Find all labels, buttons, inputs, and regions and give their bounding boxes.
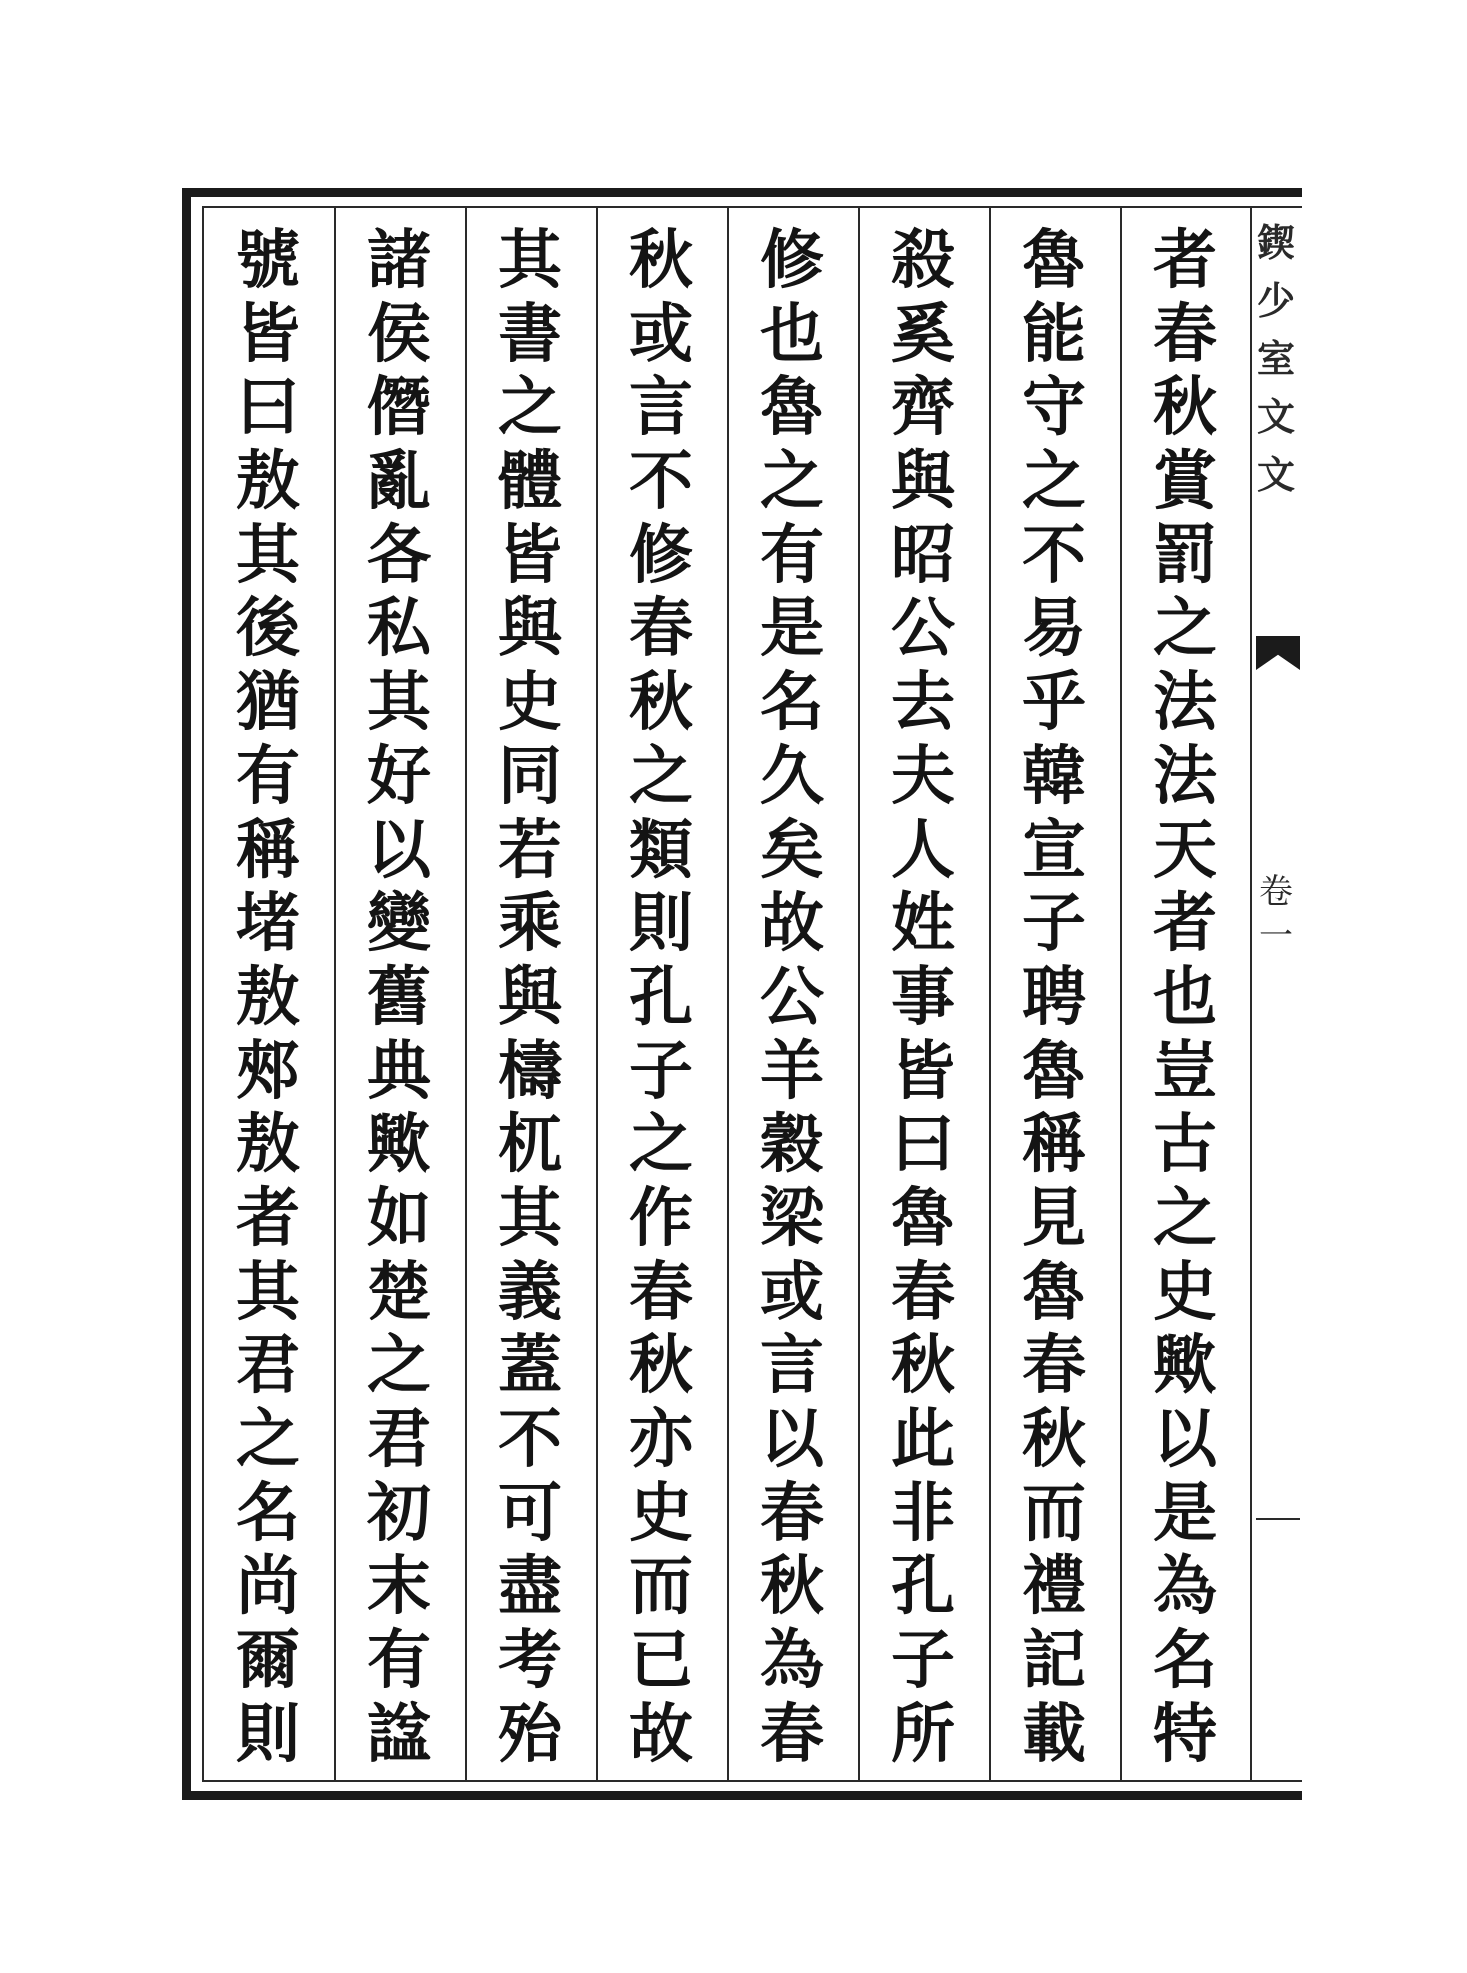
character: 有 (760, 517, 824, 593)
margin-juan-char: 一 (1259, 916, 1293, 956)
character: 春 (891, 1254, 955, 1330)
character: 羊 (760, 1033, 824, 1109)
character: 乘 (498, 886, 562, 962)
character: 諸 (367, 223, 431, 298)
character: 君 (367, 1402, 431, 1477)
character: 史 (629, 1475, 693, 1551)
character: 子 (629, 1033, 693, 1109)
character: 各 (367, 517, 431, 593)
character: 同 (498, 738, 562, 814)
character: 以 (1153, 1402, 1217, 1477)
character: 楚 (367, 1254, 431, 1330)
margin-title-char: 室 (1256, 336, 1295, 381)
character: 秋 (629, 223, 693, 298)
character: 齊 (891, 370, 955, 446)
character: 有 (236, 738, 300, 814)
character: 以 (760, 1402, 824, 1477)
character: 敖 (236, 444, 300, 520)
character: 盡 (498, 1549, 562, 1625)
character: 君 (236, 1328, 300, 1404)
margin-title-char: 鍥 (1256, 220, 1295, 265)
character: 者 (236, 1180, 300, 1256)
text-column-1 (1120, 208, 1248, 1780)
text-column-5 (596, 208, 724, 1780)
character: 春 (1153, 296, 1217, 372)
character: 歟 (367, 1107, 431, 1183)
character: 非 (891, 1475, 955, 1551)
character: 杌 (498, 1107, 562, 1183)
character: 諡 (367, 1696, 431, 1772)
character: 初 (367, 1475, 431, 1551)
character: 古 (1153, 1107, 1217, 1183)
margin-title-char: 文 (1256, 452, 1295, 497)
character: 歟 (1153, 1328, 1217, 1404)
character: 是 (1153, 1475, 1217, 1551)
character: 秋 (1153, 370, 1217, 446)
character: 姓 (891, 886, 955, 962)
character: 之 (1153, 591, 1217, 667)
character: 曰 (891, 1107, 955, 1183)
character: 易 (1022, 591, 1086, 667)
character: 或 (760, 1254, 824, 1330)
character: 乎 (1022, 665, 1086, 741)
character: 修 (629, 517, 693, 593)
text-column-4 (727, 208, 855, 1780)
character: 典 (367, 1033, 431, 1109)
character: 體 (498, 444, 562, 520)
margin-title-char: 文 (1256, 394, 1295, 439)
character: 春 (629, 1254, 693, 1330)
character: 夫 (891, 738, 955, 814)
text-column-8 (204, 208, 332, 1780)
character: 侯 (367, 296, 431, 372)
character: 或 (629, 296, 693, 372)
character: 此 (891, 1402, 955, 1477)
character: 與 (498, 959, 562, 1035)
margin-book-title (1252, 214, 1300, 504)
character: 能 (1022, 296, 1086, 372)
character: 不 (629, 444, 693, 520)
character: 為 (760, 1623, 824, 1699)
character: 也 (760, 296, 824, 372)
character: 魯 (1022, 1254, 1086, 1330)
character: 有 (367, 1623, 431, 1699)
character: 子 (1022, 886, 1086, 962)
character: 去 (891, 665, 955, 741)
character: 守 (1022, 370, 1086, 446)
character: 秋 (891, 1328, 955, 1404)
character: 檮 (498, 1033, 562, 1109)
margin-juan-char: 卷 (1259, 872, 1293, 912)
character: 修 (760, 223, 824, 298)
character: 者 (1153, 886, 1217, 962)
character: 名 (1153, 1623, 1217, 1699)
character: 之 (629, 738, 693, 814)
character: 猶 (236, 665, 300, 741)
character: 好 (367, 738, 431, 814)
character: 之 (629, 1107, 693, 1183)
character: 是 (760, 591, 824, 667)
character: 已 (629, 1623, 693, 1699)
character: 之 (236, 1402, 300, 1477)
character: 春 (760, 1696, 824, 1772)
character: 名 (760, 665, 824, 741)
character: 稱 (1022, 1107, 1086, 1183)
character: 其 (498, 223, 562, 298)
character: 之 (498, 370, 562, 446)
character: 孔 (891, 1549, 955, 1625)
character: 之 (367, 1328, 431, 1404)
character: 法 (1153, 738, 1217, 814)
character: 可 (498, 1475, 562, 1551)
character: 者 (1153, 223, 1217, 298)
character: 孔 (629, 959, 693, 1035)
character: 春 (760, 1475, 824, 1551)
character: 子 (891, 1623, 955, 1699)
margin-title-char: 少 (1256, 278, 1295, 323)
character: 賞 (1153, 444, 1217, 520)
character: 皆 (236, 296, 300, 372)
character: 類 (629, 812, 693, 888)
character: 奚 (891, 296, 955, 372)
text-column-2 (989, 208, 1117, 1780)
character: 聘 (1022, 959, 1086, 1035)
character: 記 (1022, 1623, 1086, 1699)
character: 秋 (760, 1549, 824, 1625)
character: 宣 (1022, 812, 1086, 888)
character: 以 (367, 812, 431, 888)
character: 皆 (891, 1033, 955, 1109)
character: 如 (367, 1180, 431, 1256)
character: 蓋 (498, 1328, 562, 1404)
character: 史 (1153, 1254, 1217, 1330)
character: 舊 (367, 959, 431, 1035)
character: 號 (236, 223, 300, 298)
character: 魯 (760, 370, 824, 446)
character: 梁 (760, 1180, 824, 1256)
character: 其 (236, 1254, 300, 1330)
character: 僭 (367, 370, 431, 446)
character: 秋 (629, 665, 693, 741)
character: 其 (367, 665, 431, 741)
character: 亂 (367, 444, 431, 520)
character: 皆 (498, 517, 562, 593)
character: 春 (629, 591, 693, 667)
character: 末 (367, 1549, 431, 1625)
character: 考 (498, 1623, 562, 1699)
character: 之 (760, 444, 824, 520)
text-column-3 (858, 208, 986, 1780)
character: 載 (1022, 1696, 1086, 1772)
margin-rule (1256, 1518, 1300, 1520)
character: 禮 (1022, 1549, 1086, 1625)
character: 稱 (236, 812, 300, 888)
character: 人 (891, 812, 955, 888)
character: 其 (498, 1180, 562, 1256)
character: 昭 (891, 517, 955, 593)
character: 變 (367, 886, 431, 962)
character: 豈 (1153, 1033, 1217, 1109)
character: 與 (891, 444, 955, 520)
character: 故 (760, 886, 824, 962)
character: 魯 (891, 1180, 955, 1256)
character: 穀 (760, 1107, 824, 1183)
margin-volume-label (1252, 870, 1300, 958)
character: 不 (1022, 517, 1086, 593)
character: 書 (498, 296, 562, 372)
character: 秋 (629, 1328, 693, 1404)
character: 尚 (236, 1549, 300, 1625)
character: 郟 (236, 1033, 300, 1109)
character: 久 (760, 738, 824, 814)
character: 作 (629, 1180, 693, 1256)
character: 爾 (236, 1623, 300, 1699)
character: 而 (629, 1549, 693, 1625)
character: 敖 (236, 959, 300, 1035)
character: 公 (891, 591, 955, 667)
character: 殺 (891, 223, 955, 298)
character: 與 (498, 591, 562, 667)
character: 名 (236, 1475, 300, 1551)
character: 之 (1022, 444, 1086, 520)
character: 見 (1022, 1180, 1086, 1256)
character: 天 (1153, 812, 1217, 888)
character: 公 (760, 959, 824, 1035)
character: 罰 (1153, 517, 1217, 593)
character: 言 (760, 1328, 824, 1404)
character: 事 (891, 959, 955, 1035)
character: 秋 (1022, 1402, 1086, 1477)
text-columns (204, 208, 1248, 1780)
character: 魯 (1022, 1033, 1086, 1109)
character: 敖 (236, 1107, 300, 1183)
character: 堵 (236, 886, 300, 962)
character: 史 (498, 665, 562, 741)
character: 則 (236, 1696, 300, 1772)
text-column-6 (465, 208, 593, 1780)
character: 為 (1153, 1549, 1217, 1625)
character: 若 (498, 812, 562, 888)
character: 特 (1153, 1696, 1217, 1772)
character: 後 (236, 591, 300, 667)
character: 其 (236, 517, 300, 593)
character: 春 (1022, 1328, 1086, 1404)
character: 不 (498, 1402, 562, 1477)
text-column-7 (334, 208, 462, 1780)
character: 之 (1153, 1180, 1217, 1256)
character: 法 (1153, 665, 1217, 741)
character: 私 (367, 591, 431, 667)
character: 矣 (760, 812, 824, 888)
character: 故 (629, 1696, 693, 1772)
character: 義 (498, 1254, 562, 1330)
character: 曰 (236, 370, 300, 446)
character: 韓 (1022, 738, 1086, 814)
character: 殆 (498, 1696, 562, 1772)
character: 亦 (629, 1402, 693, 1477)
character: 魯 (1022, 223, 1086, 298)
character: 則 (629, 886, 693, 962)
character: 也 (1153, 959, 1217, 1035)
character: 言 (629, 370, 693, 446)
character: 而 (1022, 1475, 1086, 1551)
character: 所 (891, 1696, 955, 1772)
